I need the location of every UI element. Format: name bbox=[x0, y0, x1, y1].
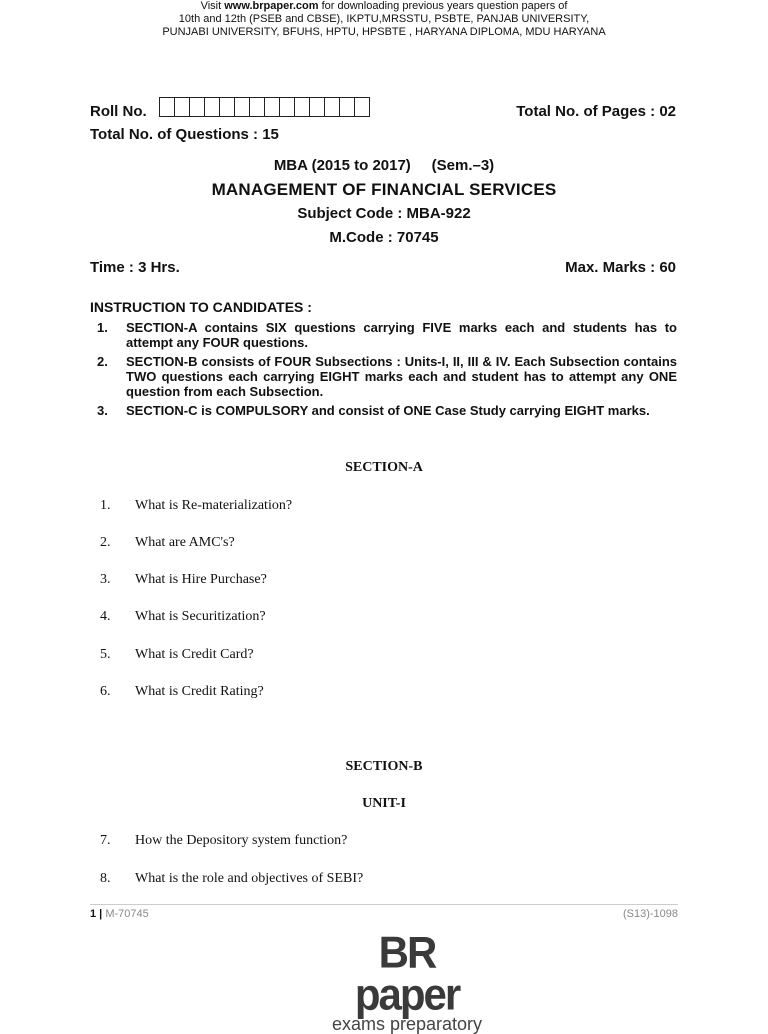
instruction-item bbox=[90, 354, 677, 399]
instruction-number: 2. bbox=[97, 354, 108, 369]
footer-left bbox=[90, 908, 149, 920]
roll-no-box bbox=[249, 97, 265, 117]
roll-no-box bbox=[354, 97, 370, 117]
question-item bbox=[100, 535, 235, 551]
question-number: 3. bbox=[100, 572, 111, 587]
subject-code: Subject Code : MBA-922 bbox=[297, 205, 471, 222]
total-questions: Total No. of Questions : 15 bbox=[90, 126, 279, 143]
roll-no-box bbox=[294, 97, 310, 117]
question-number: 6. bbox=[100, 684, 111, 699]
brpaper-logo bbox=[322, 927, 492, 1034]
instruction-item bbox=[90, 320, 677, 350]
site-link[interactable]: www.brpaper.com bbox=[224, 0, 319, 12]
question-text: What is Securitization? bbox=[135, 609, 266, 624]
roll-no-box bbox=[219, 97, 235, 117]
subject-title: MANAGEMENT OF FINANCIAL SERVICES bbox=[211, 180, 557, 199]
roll-no-box bbox=[339, 97, 355, 117]
instruction-text: SECTION-A contains SIX questions carrying FIVE marks each and students has to attempt any FOUR questions. bbox=[126, 320, 677, 350]
question-item bbox=[100, 572, 267, 588]
question-number: 5. bbox=[100, 647, 111, 662]
instruction-number: 3. bbox=[97, 403, 108, 418]
logo-tagline: exams preparatory bbox=[331, 1014, 483, 1034]
question-text: What is the role and objectives of SEBI? bbox=[135, 871, 364, 886]
question-number: 1. bbox=[100, 498, 111, 513]
roll-no-boxes bbox=[160, 97, 370, 117]
logo-wordmark: BR paper bbox=[354, 927, 460, 1020]
roll-no-box bbox=[264, 97, 280, 117]
roll-no-box bbox=[234, 97, 250, 117]
roll-no-box bbox=[204, 97, 220, 117]
roll-no-label: Roll No. bbox=[90, 103, 147, 120]
instructions-list bbox=[90, 320, 677, 422]
roll-no-box bbox=[309, 97, 325, 117]
question-item bbox=[100, 833, 347, 849]
instruction-text: SECTION-B consists of FOUR Subsections : Units-I, II, III & IV. Each Subsection contains TWO questions each carrying EIGHT marks each and student has to attempt any ONE question from each Subsection. bbox=[126, 354, 677, 399]
top-banner bbox=[0, 0, 768, 39]
unit-title: UNIT-I bbox=[362, 796, 406, 811]
footer-right: (S13)-1098 bbox=[622, 908, 678, 920]
page-number: 1 bbox=[90, 908, 97, 920]
question-item bbox=[100, 647, 254, 663]
question-number: 2. bbox=[100, 535, 111, 550]
footer-code: M-70745 bbox=[105, 908, 149, 920]
instruction-number: 1. bbox=[97, 320, 108, 335]
instruction-item bbox=[90, 403, 677, 418]
total-pages: Total No. of Pages : 02 bbox=[516, 103, 676, 120]
roll-no-box bbox=[159, 97, 175, 117]
section-a-title: SECTION-A bbox=[345, 460, 423, 475]
question-number: 7. bbox=[100, 833, 111, 848]
question-item bbox=[100, 609, 266, 625]
question-item bbox=[100, 684, 264, 700]
question-number: 8. bbox=[100, 871, 111, 886]
banner-line-3: PUNJABI UNIVERSITY, BFUHS, HPTU, HPSBTE , HARYANA DIPLOMA, MDU HARYANA bbox=[162, 26, 606, 38]
question-text: How the Depository system function? bbox=[135, 833, 348, 848]
question-text: What is Credit Card? bbox=[135, 647, 254, 662]
m-code: M.Code : 70745 bbox=[329, 229, 439, 246]
question-item bbox=[100, 871, 363, 887]
time-allowed: Time : 3 Hrs. bbox=[90, 259, 180, 276]
banner-line-2: 10th and 12th (PSEB and CBSE), IKPTU,MRSSTU, PSBTE, PANJAB UNIVERSITY, bbox=[178, 13, 590, 25]
course-line: MBA (2015 to 2017) (Sem.–3) bbox=[273, 157, 495, 174]
instructions-heading: INSTRUCTION TO CANDIDATES : bbox=[90, 299, 312, 315]
question-text: What is Re-materialization? bbox=[135, 498, 293, 513]
question-number: 4. bbox=[100, 609, 111, 624]
max-marks: Max. Marks : 60 bbox=[565, 259, 676, 276]
question-text: What are AMC's? bbox=[135, 535, 235, 550]
footer-separator: | bbox=[96, 908, 106, 920]
roll-no-box bbox=[279, 97, 295, 117]
question-text: What is Hire Purchase? bbox=[135, 572, 267, 587]
instruction-text: SECTION-C is COMPULSORY and consist of ONE Case Study carrying EIGHT marks. bbox=[126, 403, 650, 418]
section-b-title: SECTION-B bbox=[345, 759, 423, 774]
roll-no-box bbox=[174, 97, 190, 117]
question-text: What is Credit Rating? bbox=[135, 684, 264, 699]
roll-no-box bbox=[189, 97, 205, 117]
footer-divider bbox=[90, 904, 678, 905]
question-item bbox=[100, 498, 292, 514]
banner-line-1: Visit www.brpaper.com for downloading previous years question papers of bbox=[200, 0, 568, 12]
roll-no-box bbox=[324, 97, 340, 117]
